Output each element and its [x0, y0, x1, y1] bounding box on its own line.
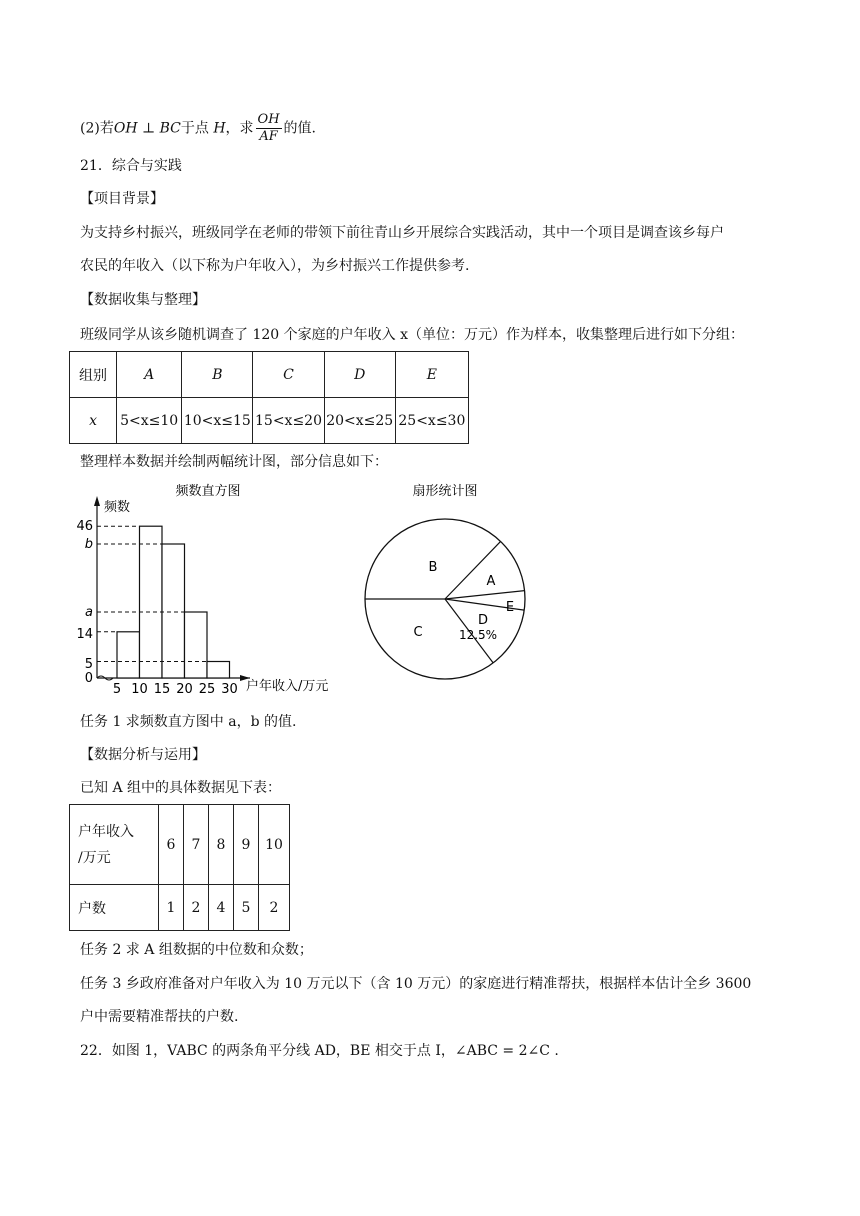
- pie-chart: [355, 478, 555, 688]
- q20-part2: [80, 112, 316, 145]
- histogram-bar: [117, 632, 140, 678]
- slice-label: D: [477, 613, 489, 628]
- y-tick-label: 14: [76, 627, 93, 642]
- income-header-line2: /万元: [78, 849, 111, 866]
- group-b: B: [182, 352, 253, 398]
- income-value: 10: [259, 805, 290, 885]
- x-tick-label: 20: [176, 682, 193, 697]
- q21-title: 21．综合与实践: [80, 158, 182, 174]
- income-header-line1: 户年收入: [78, 823, 134, 840]
- bg-line2: 农民的年收入（以下称为户年收入），为乡村振兴工作提供参考.: [80, 258, 470, 274]
- group-a: A: [117, 352, 182, 398]
- count-value: 1: [159, 885, 184, 931]
- slice-label: A: [486, 574, 496, 589]
- group-d: D: [324, 352, 395, 398]
- slice-label: B: [428, 560, 438, 575]
- q20-suffix: 的值.: [283, 120, 316, 137]
- count-value: 5: [234, 885, 259, 931]
- fraction-denominator: AF: [259, 129, 278, 144]
- count-value: 2: [184, 885, 209, 931]
- analysis-heading: 【数据分析与运用】: [80, 747, 206, 763]
- range-b: 10<x≤15: [182, 398, 253, 444]
- range-d: 20<x≤25: [324, 398, 395, 444]
- histogram-bar: [185, 612, 208, 678]
- y-tick-label: 46: [76, 519, 93, 534]
- y-axis-arrow-icon: [94, 496, 100, 506]
- q20-prefix: (2)若: [80, 120, 114, 137]
- x-tick-label: 10: [131, 682, 148, 697]
- y-tick-label: 5: [84, 657, 93, 672]
- y-tick-label: a: [85, 605, 93, 620]
- y-tick-label: 0: [84, 671, 93, 686]
- slice-percent-label: 12.5%: [458, 628, 498, 642]
- histogram-bar: [140, 526, 163, 678]
- slice-label: C: [413, 625, 423, 640]
- x-tick-label: 25: [198, 682, 216, 697]
- task1: 任务 1 求频数直方图中 a，b 的值.: [80, 714, 297, 730]
- fraction-numerator: OH: [257, 112, 280, 127]
- q20-mid: 于点: [180, 120, 209, 137]
- x-tick-label: 30: [221, 682, 238, 697]
- task3-line2: 户中需要精准帮扶的户数.: [80, 1009, 239, 1025]
- range-c: 15<x≤20: [253, 398, 324, 444]
- count-header: 户数: [70, 885, 159, 931]
- hist-ylabel: 频数: [104, 500, 131, 515]
- slice-label: E: [505, 600, 515, 615]
- a-group-table: [69, 804, 290, 931]
- group-e: E: [395, 352, 468, 398]
- q20-mid2: ，求: [225, 120, 254, 137]
- pie-title: 扇形统计图: [412, 484, 478, 499]
- histogram-bar: [162, 544, 185, 678]
- data-heading: 【数据收集与整理】: [80, 292, 206, 308]
- charts-intro: 整理样本数据并绘制两幅统计图，部分信息如下：: [80, 454, 388, 470]
- q20-point-h: H: [213, 120, 226, 137]
- count-value: 4: [209, 885, 234, 931]
- hist-title: 频数直方图: [175, 484, 241, 499]
- x-tick-label: 15: [153, 682, 171, 697]
- income-header: [70, 805, 159, 885]
- group-c: C: [253, 352, 324, 398]
- count-value: 2: [259, 885, 290, 931]
- q22-text: 22．如图 1，VABC 的两条角平分线 AD，BE 相交于点 I，∠ABC = 2∠C .: [80, 1043, 559, 1059]
- bg-heading: 【项目背景】: [80, 191, 164, 207]
- data-line: 班级同学从该乡随机调查了 120 个家庭的户年收入 x（单位：万元）作为样本，收集整理后进行如下分组：: [80, 327, 744, 343]
- task3-line1: 任务 3 乡政府准备对户年收入为 10 万元以下（含 10 万元）的家庭进行精准帮扶，根据样本估计全乡 3600: [80, 976, 752, 992]
- hist-xlabel: 户年收入/万元: [246, 679, 329, 694]
- histogram-bar: [207, 662, 230, 679]
- income-value: 8: [209, 805, 234, 885]
- income-value: 7: [184, 805, 209, 885]
- bg-line1: 为支持乡村振兴，班级同学在老师的带领下前往青山乡开展综合实践活动，其中一个项目是调查该乡每户: [80, 225, 724, 241]
- task2: 任务 2 求 A 组数据的中位数和众数；: [80, 942, 313, 958]
- group-table: [69, 351, 469, 444]
- group-header-label: 组别: [70, 352, 117, 398]
- range-label: x: [70, 398, 117, 444]
- frequency-histogram: [60, 478, 360, 703]
- income-value: 9: [234, 805, 259, 885]
- range-a: 5<x≤10: [117, 398, 182, 444]
- a-group-intro: 已知 A 组中的具体数据见下表：: [80, 780, 282, 796]
- y-tick-label: b: [84, 537, 93, 552]
- q20-fraction: [256, 112, 282, 145]
- range-e: 25<x≤30: [395, 398, 468, 444]
- q20-perp: OH ⊥ BC: [113, 120, 181, 137]
- x-tick-label: 5: [112, 682, 122, 697]
- income-value: 6: [159, 805, 184, 885]
